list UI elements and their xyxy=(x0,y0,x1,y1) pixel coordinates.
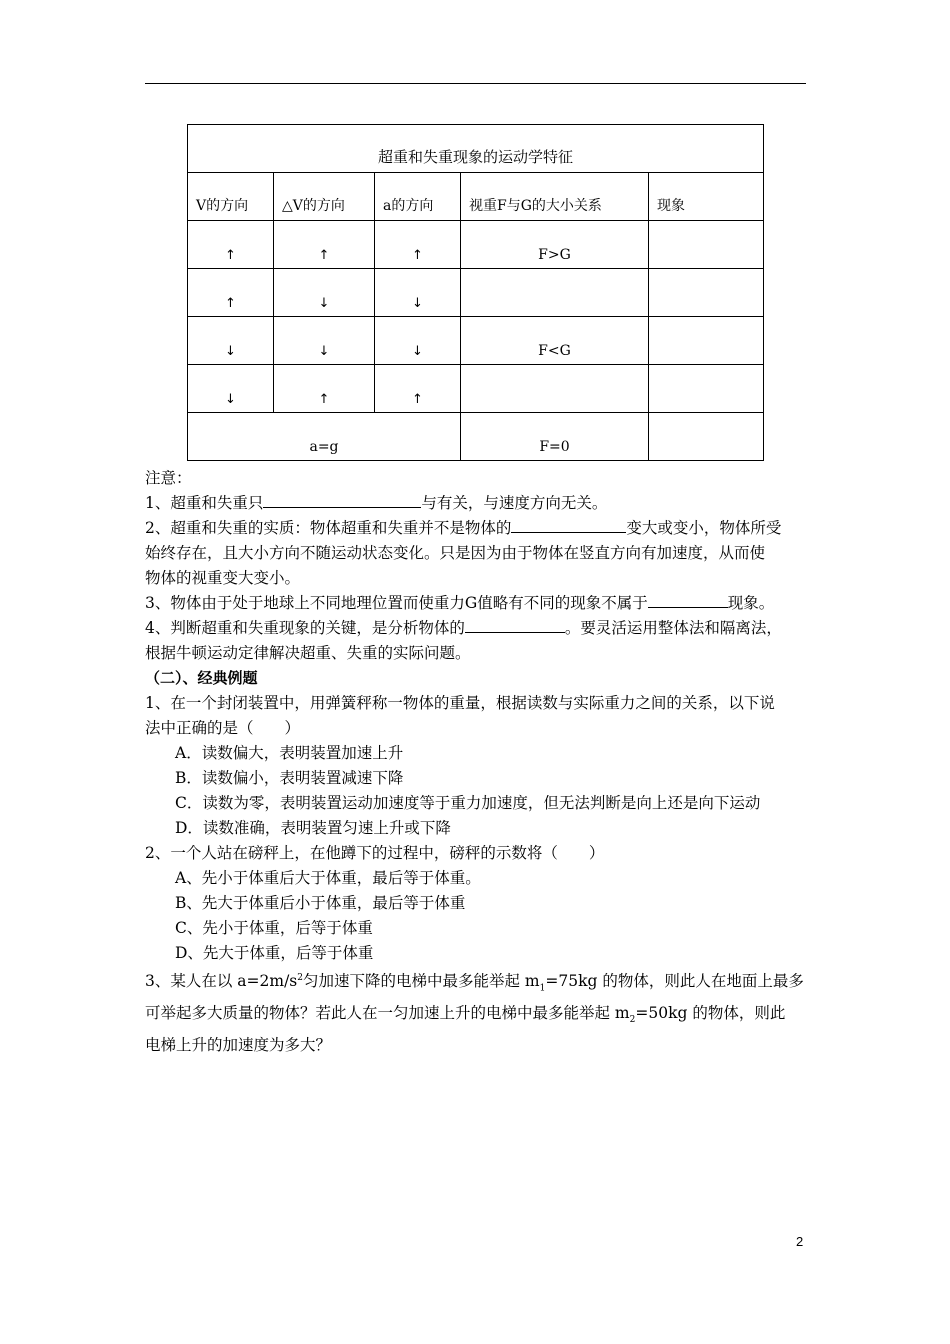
option: D．读数准确，表明装置匀速上升或下降 xyxy=(175,819,451,837)
option: C、先小于体重，后等于体重 xyxy=(175,919,373,937)
header-f-g-relation: 视重F与G的大小关系 xyxy=(461,173,649,221)
option: A．读数偏大，表明装置加速上升 xyxy=(175,744,404,762)
notes-and-examples: 注意： 1、超重和失重只 与有关，与速度方向无关。 2、超重和失重的实质：物体超重和失重并不是物体的 变大或变小，物体所受 始终存在，且大小方向不随运动状态变化。只是因为由于物体在竖直方向有加速度，从而使 物体的视重变大变小。 3、物体由于处于地球上不同地理位置而使重力G值略有不同的现象不属于 现象。 4、判断超重和失重现象的关键，是分析物体的 。要灵活运用整体法和隔离法， 根据牛顿运动定律解决超重、失重的实际问题。 （二）、经典例题 1、在一个封闭装置中，用弹簧秤称一物体的重量，根据读数与实际重力之间的关系，以下说 法中正确的是（ ） A．读数偏大，表明装置加速上升 B．读数偏小，表明装置减速下降 C．读数为零，表明装置运动加速度等于重力加速度，但无法判断是向上还是向下运动 D．读数准确，表明装置匀速上升或下降 2、一个人站在磅秤上，在他蹲下的过程中，磅秤的示数将（ ） A、先小于体重后大于体重，最后等于体重。 B、先大于体重后小于体重，最后等于体重 C、先小于体重，后等于体重 D、先大于体重，后等于体重 3、某人在以 $a=2m/s^2$匀加速下降的电梯中最多能举起 $m_1=75kg$ 的物体，则此人在地面上最多 可举起多大质量的物体？若此人在一匀加速上升的电梯中最多能举起 $m_2=50kg$ 的物体，则此 电梯上升的加速度为多大？ xyxy=(145,466,810,1058)
note-4: 4、判断超重和失重现象的关键，是分析物体的 。要灵活运用整体法和隔离法， xyxy=(145,616,810,641)
question-2: 2、一个人站在磅秤上，在他蹲下的过程中，磅秤的示数将（ ） xyxy=(145,844,605,862)
down-arrow-icon: ↓ xyxy=(412,344,423,359)
option: B．读数偏小，表明装置减速下降 xyxy=(175,769,404,787)
header-dv-direction: △V的方向 xyxy=(274,173,375,221)
question-1: 1、在一个封闭装置中，用弹簧秤称一物体的重量，根据读数与实际重力之间的关系，以下说 xyxy=(145,694,775,712)
page-number: 2 xyxy=(796,1234,804,1249)
option: A、先小于体重后大于体重，最后等于体重。 xyxy=(175,869,481,887)
header-v-direction: V的方向 xyxy=(188,173,274,221)
down-arrow-icon: ↓ xyxy=(318,296,330,311)
question-3: 3、某人在以 $a=2m/s^2$匀加速下降的电梯中最多能举起 $m_1=75kg$ 的物体，则此人在地面上最多 xyxy=(145,972,804,994)
option: B、先大于体重后小于体重，最后等于体重 xyxy=(175,894,466,912)
free-fall-condition: a=g xyxy=(309,439,339,455)
option: C．读数为零，表明装置运动加速度等于重力加速度，但无法判断是向上还是向下运动 xyxy=(175,794,761,812)
up-arrow-icon: ↑ xyxy=(318,392,330,407)
answer-cell[interactable] xyxy=(461,269,649,317)
note-3: 3、物体由于处于地球上不同地理位置而使重力G值略有不同的现象不属于 现象。 xyxy=(145,591,810,616)
option: D、先大于体重，后等于体重 xyxy=(175,944,374,962)
note-1: 1、超重和失重只 与有关，与速度方向无关。 xyxy=(145,491,810,516)
table-title: 超重和失重现象的运动学特征 xyxy=(188,125,764,173)
header-rule xyxy=(145,83,806,84)
fill-blank[interactable] xyxy=(511,516,626,533)
answer-cell[interactable] xyxy=(649,413,764,461)
up-arrow-icon: ↑ xyxy=(225,248,236,263)
table-row: ↓ ↓ ↓ F<G xyxy=(188,317,764,365)
up-arrow-icon: ↑ xyxy=(412,392,423,407)
note-2: 2、超重和失重的实质：物体超重和失重并不是物体的 变大或变小，物体所受 xyxy=(145,516,810,541)
fill-blank[interactable] xyxy=(263,491,421,508)
down-arrow-icon: ↓ xyxy=(318,344,330,359)
answer-cell[interactable] xyxy=(649,269,764,317)
table-row xyxy=(188,269,764,317)
fill-blank[interactable] xyxy=(465,616,565,633)
header-phenomenon: 现象 xyxy=(649,173,764,221)
up-arrow-icon: ↑ xyxy=(412,248,423,263)
table-row: a=g F=0 xyxy=(188,413,764,461)
fill-blank[interactable] xyxy=(648,591,728,608)
down-arrow-icon: ↓ xyxy=(225,392,236,407)
answer-cell[interactable] xyxy=(649,221,764,269)
up-arrow-icon: ↑ xyxy=(225,296,236,311)
down-arrow-icon: ↓ xyxy=(225,344,236,359)
answer-cell[interactable] xyxy=(649,365,764,413)
up-arrow-icon: ↑ xyxy=(318,248,330,263)
table-row xyxy=(188,365,764,413)
examples-heading: （二）、经典例题 xyxy=(145,669,258,687)
answer-cell[interactable] xyxy=(461,365,649,413)
table-row: ↑ ↑ ↑ F>G xyxy=(188,221,764,269)
kinematics-table xyxy=(187,124,764,461)
answer-cell[interactable] xyxy=(649,317,764,365)
header-a-direction: a的方向 xyxy=(375,173,461,221)
notes-heading: 注意： xyxy=(145,469,192,487)
down-arrow-icon: ↓ xyxy=(412,296,423,311)
